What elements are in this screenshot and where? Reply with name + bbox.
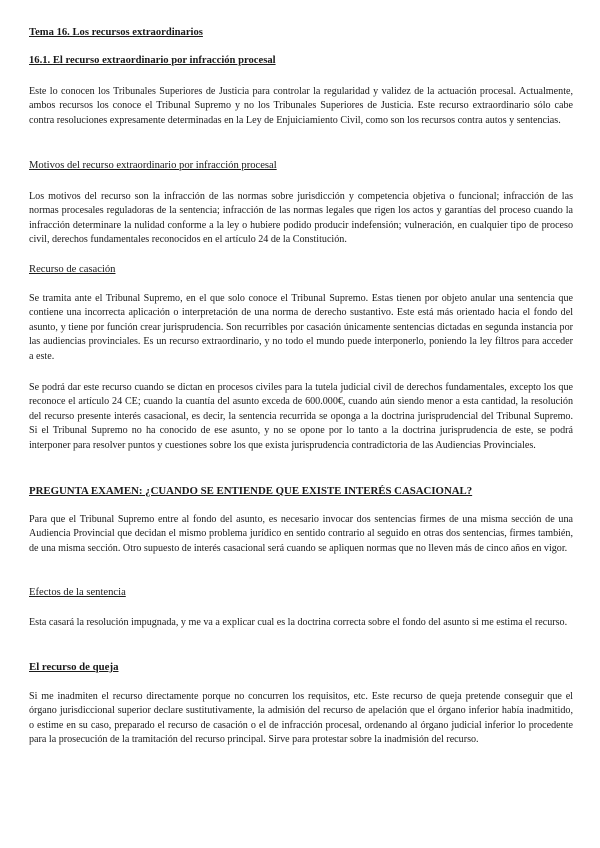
paragraph-casacion: Se tramita ante el Tribunal Supremo, en el que solo conoce el Tribunal Supremo. Estas tienen por objeto anular una sentencia que contiene una incorrecta aplicación o interpretación de una norma de derecho sustantivo. Este está más orientado hacia el fondo del asunto, y tiene por función crear jurisprudencia. Son recurribles por casación únicamente sentencias dictadas en segunda instancia por las audiencias provinciales. Es un recurso extraordinario, y no todo el mundo puede interponerlo, poniendo la ley filtros para acceder a este. (29, 293, 573, 362)
paragraph-intro: Este lo conocen los Tribunales Superiores de Justicia para controlar la regularidad y validez de la actuación procesal. Actualmente, ambos recursos los conoce el Tribunal Supremo y no los Tribunales Superiores de Justicia. Este recurso extraordinario sólo cabe contra resoluciones expresamente determinadas en la Ley de Enjuiciamiento Civil, como son los recursos contra autos y sentencias. (29, 86, 573, 126)
paragraph-queja: Si me inadmiten el recurso directamente porque no concurren los requisitos, etc. Este recurso de queja pretende conseguir que el órgano jurisdiccional superior declare sustitutivamente, la admisión del recurso de apelación que el órgano inferior había inadmitido, o estime en su caso, preparado el recurso de casación o el de infracción procesal, ordenando al órgano judicial inferior lo procedente para la prosecución de la tramitación del recurso principal. Sirve para protestar sobre la inadmisión del recurso. (29, 691, 573, 746)
heading-efectos: Efectos de la sentencia (29, 587, 126, 598)
main-title: Tema 16. Los recursos extraordinarios (29, 27, 203, 38)
paragraph-efectos: Esta casará la resolución impugnada, y me va a explicar cual es la doctrina correcta sobre el fondo del asunto si me estima el recurso. (29, 617, 568, 628)
heading-pregunta-examen: PREGUNTA EXAMEN: ¿CUANDO SE ENTIENDE QUE EXISTE INTERÉS CASACIONAL? (29, 485, 473, 497)
paragraph-motivos: Los motivos del recurso son la infracción de las normas sobre jurisdicción y competencia objetiva o funcional; infracción de las normas procesales reguladoras de la sentencia; infracción de las normas legales que rigen los actos y garantías del proceso cuando la infracción determinare la nulidad conforme a la ley o hubiere podido producir indefensión; vulneración, en cualquier tipo de proceso civil, derechos fundamentales reconocidos en el artículo 24 de la Constitución. (29, 191, 573, 246)
paragraph-interes-casacional: Para que el Tribunal Supremo entre al fondo del asunto, es necesario invocar dos sentencias firmes de una misma sección de una Audiencia Provincial que decidan el mismo problema jurídico en sentido contrario al seguido en otras dos sentencias, firmes también, de una misma sección. Otro supuesto de interés casacional será cuando se apliquen normas que no lleven más de cinco años en vigor. (29, 514, 573, 554)
section-title: 16.1. El recurso extraordinario por infracción procesal (29, 55, 276, 66)
heading-queja: El recurso de queja (29, 661, 119, 673)
paragraph-casacion-supuestos: Se podrá dar este recurso cuando se dictan en procesos civiles para la tutela judicial civil de derechos fundamentales, excepto los que reconoce el artículo 24 CE; cuando la cuantía del asunto exceda de 600.000€, cuando aún siendo menor a esta cantidad, la resolución del recurso presente interés casacional, es decir, la sentencia recurrida se oponga a la doctrina jurisprudencial del Tribunal Supremo. Si el Tribunal Supremo no ha conocido de ese asunto, y no se opone por lo tanto a la doctrina jurisprudencia de este, se podrá interponer para resolver puntos y cuestiones sobre los que exista jurisprudencia contradictoria de las Audiencias Provinciales. (29, 382, 573, 451)
heading-motivos: Motivos del recurso extraordinario por infracción procesal (29, 160, 277, 171)
heading-casacion: Recurso de casación (29, 264, 116, 275)
